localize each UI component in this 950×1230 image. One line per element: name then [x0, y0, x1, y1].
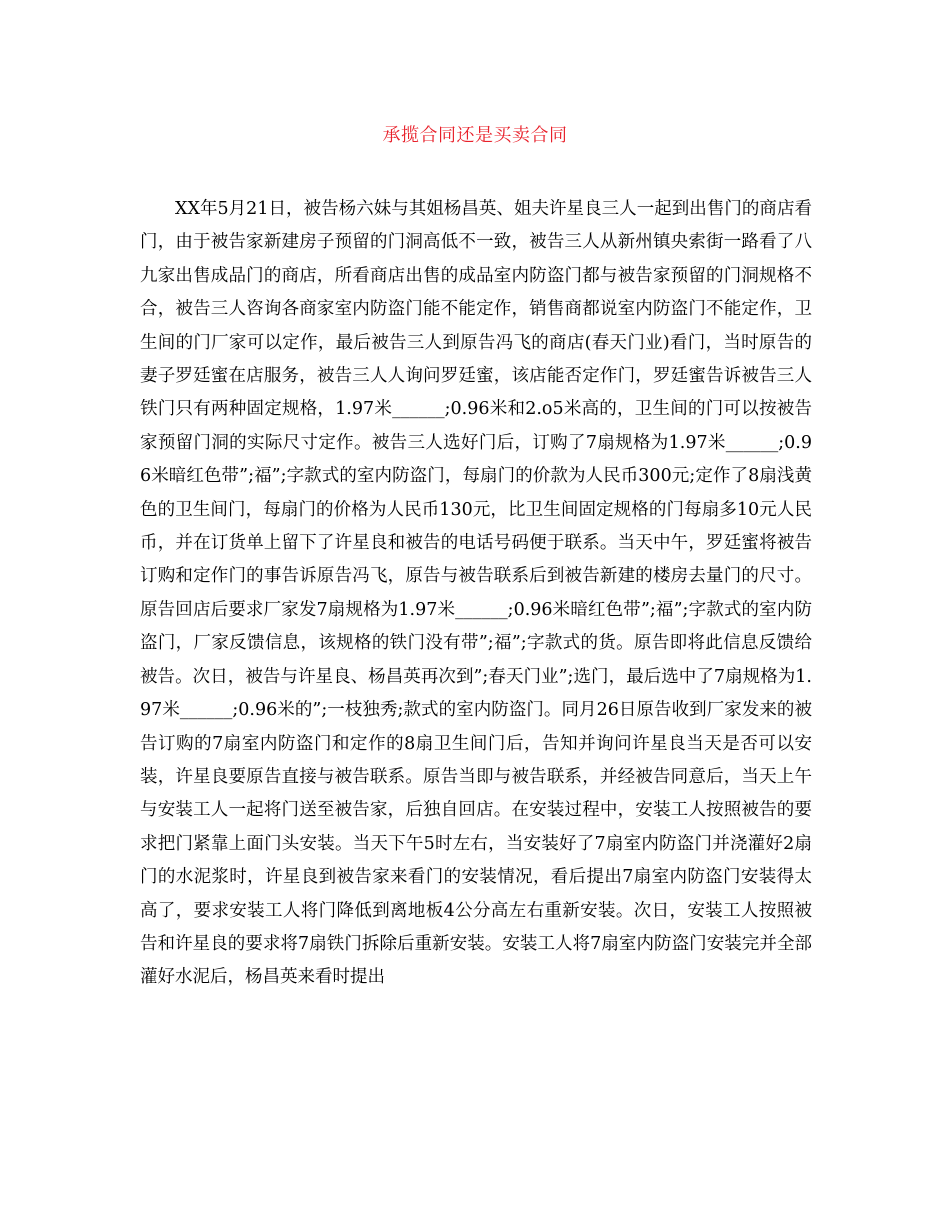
document-paragraph: XX年5月21日，被告杨六妹与其姐杨昌英、姐夫许星良三人一起到出售门的商店看门，由于被告家新建房子预留的门洞高低不一致，被告三人从新州镇央索街一路看了八九家出售成品门的商店，所看商店出售的成品室内防盗门都与被告家预留的门洞规格不合，被告三人咨询各商家室内防盗门能不能定作，销售商都说室内防盗门不能定作，卫生间的门厂家可以定作，最后被告三人到原告冯飞的商店(春天门业)看门，当时原告的妻子罗廷蜜在店服务，被告三人人询问罗廷蜜，该店能否定作门，罗廷蜜告诉被告三人铁门只有两种固定规格，1.97米______;0.96米和2.o5米高的，卫生间的门可以按被告家预留门洞的实际尺寸定作。被告三人选好门后，订购了7扇规格为1.97米______;0.96米暗红色带”;福”;字款式的室内防盗门，每扇门的价款为人民币300元;定作了8扇浅黄色的卫生间门，每扇门的价格为人民币130元，比卫生间固定规格的门每扇多10元人民币，并在订货单上留下了许星良和被告的电话号码便于联系。当天中午，罗廷蜜将被告订购和定作门的事告诉原告冯飞，原告与被告联系后到被告新建的楼房去量门的尺寸。原告回店后要求厂家发7扇规格为1.97米______;0.96米暗红色带”;福”;字款式的室内防盗门，厂家反馈信息，该规格的铁门没有带”;福”;字款式的货。原告即将此信息反馈给被告。次日，被告与许星良、杨昌英再次到”;春天门业”;选门，最后选中了7扇规格为1.97米______;0.96米的”;一枝独秀;款式的室内防盗门。同月26日原告收到厂家发来的被告订购的7扇室内防盗门和定作的8扇卫生间门后，告知并询问许星良当天是否可以安装，许星良要原告直接与被告联系。原告当即与被告联系，并经被告同意后，当天上午与安装工人一起将门送至被告家，后独自回店。在安装过程中，安装工人按照被告的要求把门紧靠上面门头安装。当天下午5时左右，当安装好了7扇室内防盗门并浇灌好2扇门的水泥浆时，许星良到被告家来看门的安装情况，看后提出7扇室内防盗门安装得太高了，要求安装工人将门降低到离地板4公分高左右重新安装。次日，安装工人按照被告和许星良的要求将7扇铁门拆除后重新安装。安装工人将7扇室内防盗门安装完并全部灌好水泥后，杨昌英来看时提出: [140, 199, 812, 988]
document-title: 承揽合同还是买卖合同: [382, 125, 568, 146]
